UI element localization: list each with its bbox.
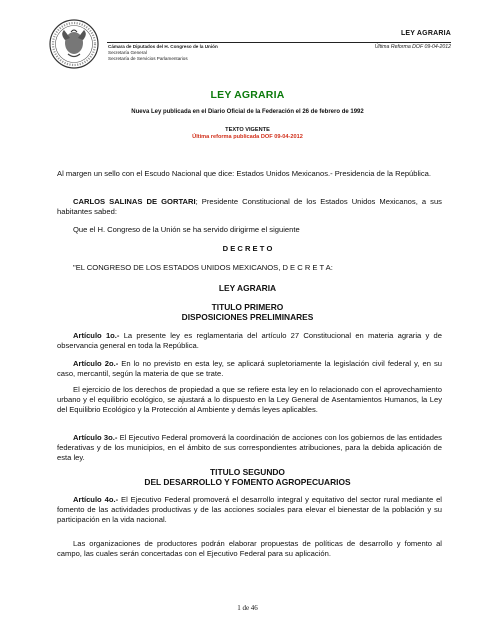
texto-vigente-label: TEXTO VIGENTE (225, 127, 270, 133)
paragraph-decreta: "EL CONGRESO DE LOS ESTADOS UNIDOS MEXICANOS, D E C R E T A: (73, 263, 333, 272)
document-title: LEY AGRARIA (210, 89, 285, 101)
header-secretaria-servicios: Secretaría de Servicios Parlamentarios (108, 56, 188, 61)
paragraph-congreso: Que el H. Congreso de la Unión se ha servido dirigirme el siguiente (73, 225, 300, 234)
article-1 (57, 331, 442, 351)
titulo-segundo: TITULO SEGUNDO (210, 467, 285, 477)
law-heading: LEY AGRARIA (218, 283, 277, 293)
article-2 (57, 359, 442, 379)
president-text: ; Presidente Constitucional de los Estados Unidos Mexicanos, a sus habitantes sabed: (57, 197, 442, 217)
escudo-nacional-seal-icon (48, 18, 100, 70)
article-2-text: En lo no previsto en esta ley, se aplicará supletoriamente la legislación civil federal y, en su caso, mercantil, según la materia de que se trate. (57, 359, 442, 379)
article-4 (57, 495, 442, 526)
header-last-reform: Última Reforma DOF 09-04-2012 (374, 44, 451, 50)
paragraph-organizaciones: Las organizaciones de productores podrán elaborar propuestas de políticas de desarrollo y fomento al campo, las cuales serán concertadas con el Ejecutivo Federal para su aplicación. (57, 539, 442, 559)
header-divider (107, 42, 451, 43)
article-2-label: Artículo 2o.- (73, 359, 119, 368)
paragraph-sello: Al margen un sello con el Escudo Nacional que dice: Estados Unidos Mexicanos.- Presidencia de la República. (57, 169, 431, 178)
header-institution: Cámara de Diputados del H. Congreso de la Unión (108, 44, 218, 49)
article-3-label: Artículo 3o.- (73, 433, 118, 442)
article-3 (57, 433, 442, 464)
decreto-heading: D E C R E T O (222, 244, 273, 253)
article-4-text: El Ejecutivo Federal promoverá el desarrollo integral y equitativo del sector rural mediante el fomento de las actividades productivas y de las acciones sociales para elevar el bienestar de la población y su participación en la vida nacional. (57, 495, 442, 525)
header-secretaria-general: Secretaría General (108, 50, 147, 55)
article-1-label: Artículo 1o.- (73, 331, 120, 340)
article-4-label: Artículo 4o.- (73, 495, 119, 504)
publication-note: Nueva Ley publicada en el Diario Oficial de la Federación el 26 de febrero de 1992 (131, 109, 364, 115)
page-number: 1 de 46 (237, 604, 258, 612)
paragraph-president (57, 197, 442, 217)
article-3-text: El Ejecutivo Federal promoverá la coordinación de acciones con los gobiernos de las entidades federativas y de los municipios, en el ámbito de sus correspondientes atribuciones, para la debida aplicación de esta ley. (57, 433, 442, 463)
paragraph-ejercicio: El ejercicio de los derechos de propiedad a que se refiere esta ley en lo relacionado con el aprovechamiento urbano y el equilibrio ecológico, se ajustará a lo dispuesto en la Ley General de Asentamientos Humanos, la Ley del Equilibrio Ecológico y la Protección al Ambiente y demás leyes aplicables. (57, 385, 442, 415)
header-institution-block (108, 44, 218, 62)
titulo-primero-subtitle: DISPOSICIONES PRELIMINARES (181, 312, 314, 322)
president-name: CARLOS SALINAS DE GORTARI (73, 197, 196, 206)
titulo-segundo-subtitle: DEL DESARROLLO Y FOMENTO AGROPECUARIOS (144, 477, 351, 487)
titulo-primero: TITULO PRIMERO (211, 302, 284, 312)
header-law-title: LEY AGRARIA (400, 30, 451, 37)
reform-note: Última reforma publicada DOF 09-04-2012 (192, 134, 303, 140)
article-1-text: La presente ley es reglamentaria del artículo 27 Constitucional en materia agraria y de observancia general en toda la República. (57, 331, 442, 351)
